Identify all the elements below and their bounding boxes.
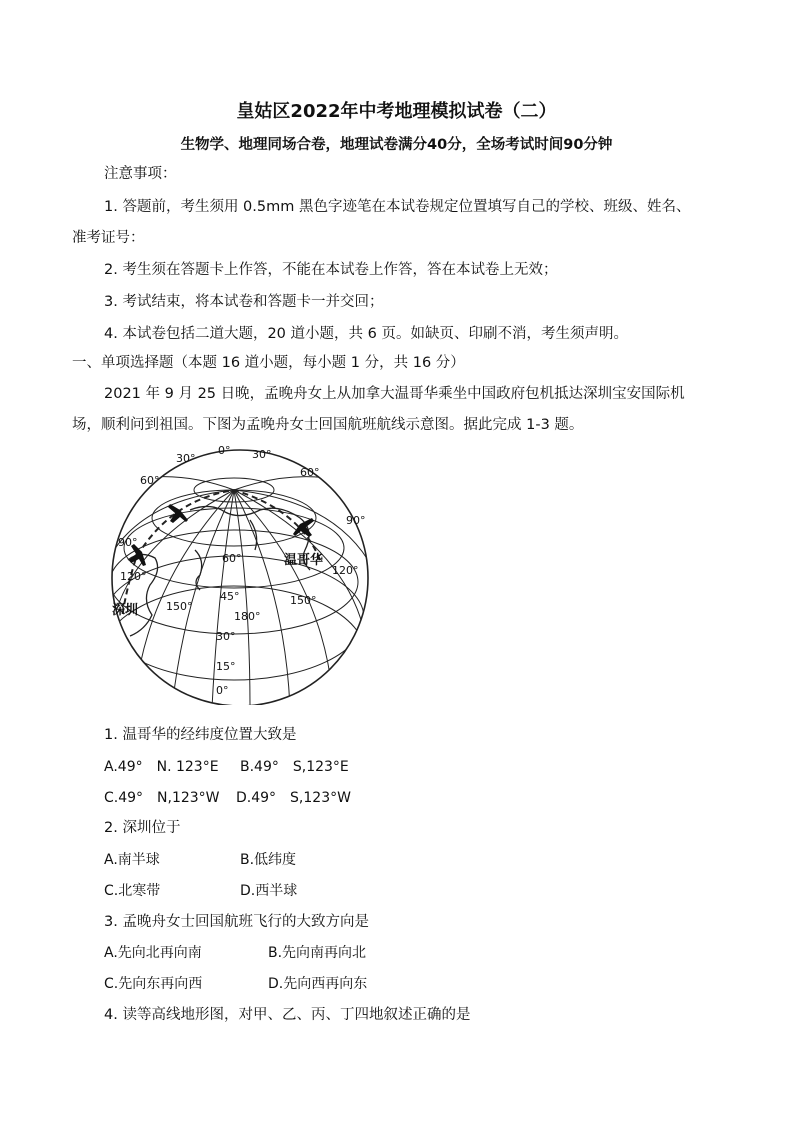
question-1-stem: 1. 温哥华的经纬度位置大致是 — [104, 727, 297, 743]
label-lon-150-west: 150° — [166, 600, 193, 613]
intro-line-2: 场，顺利问到祖国。下图为孟晚舟女士回国航班航线示意图。据此完成 1-3 题。 — [72, 417, 584, 433]
label-lat-45: 45° — [220, 590, 240, 603]
label-lat-15: 15° — [216, 660, 236, 673]
label-60-east: 60° — [300, 466, 320, 479]
question-1-option-a: A.49° N. 123°E — [104, 759, 219, 775]
label-lat-0: 0° — [216, 684, 229, 697]
label-vancouver: 温哥华 — [284, 553, 324, 568]
question-2-option-b: B.低纬度 — [240, 852, 297, 868]
intro-line-1: 2021 年 9 月 25 日晚，孟晚舟女上从加拿大温哥华乘坐中国政府包机抵达深圳宝安国际机 — [104, 386, 685, 402]
airplane-icon — [168, 504, 188, 523]
latitude-ring — [102, 586, 366, 705]
flight-route-globe-map — [100, 440, 380, 705]
coastline — [195, 550, 202, 590]
section-1-heading: 一、单项选择题（本题 16 道小题，每小题 1 分，共 16 分） — [72, 355, 465, 371]
label-lon-150-east: 150° — [290, 594, 317, 607]
question-2-option-a: A.南半球 — [104, 852, 160, 868]
label-shenzhen: 深圳 — [112, 603, 139, 618]
label-30-west: 30° — [176, 452, 196, 465]
notes-heading: 注意事项： — [104, 166, 177, 182]
label-30-east: 30° — [252, 448, 272, 461]
note-2: 2. 考生须在答题卡上作答，不能在本试卷上作答，答在本试卷上无效； — [104, 262, 558, 278]
label-120-west: 120° — [120, 570, 147, 583]
question-2-option-c: C.北寒带 — [104, 883, 161, 899]
note-3: 3. 考试结束，将本试卷和答题卡一并交回； — [104, 294, 384, 310]
question-2-option-d: D.西半球 — [240, 883, 298, 899]
label-90-west: 90° — [118, 536, 138, 549]
question-3-option-d: D.先向西再向东 — [268, 976, 368, 992]
question-1-option-c: C.49° N,123°W — [104, 790, 220, 806]
question-2-stem: 2. 深圳位于 — [104, 820, 181, 836]
question-3-option-a: A.先向北再向南 — [104, 945, 202, 961]
note-4: 4. 本试卷包括二道大题，20 道小题，共 6 页。如缺页、印刷不消，考生须声明。 — [104, 326, 628, 342]
coastline — [128, 554, 158, 636]
question-3-option-c: C.先向东再向西 — [104, 976, 203, 992]
note-1-line-1: 1. 答题前，考生须用 0.5mm 黑色字迹笔在本试卷规定位置填写自己的学校、班级、姓名、 — [104, 199, 691, 215]
question-1-option-d: D.49° S,123°W — [236, 790, 351, 806]
label-120-east: 120° — [332, 564, 359, 577]
label-90-east: 90° — [346, 514, 366, 527]
note-1-line-2: 准考证号： — [72, 230, 145, 246]
label-60-west: 60° — [140, 474, 160, 487]
label-lon-180: 180° — [234, 610, 261, 623]
question-1-option-b: B.49° S,123°E — [240, 759, 349, 775]
question-4-stem: 4. 读等高线地形图，对甲、乙、丙、丁四地叙述正确的是 — [104, 1007, 471, 1023]
exam-subtitle: 生物学、地理同场合卷，地理试卷满分40分，全场考试时间90分钟 — [180, 137, 613, 153]
label-lat-60: 60° — [222, 552, 242, 565]
question-3-stem: 3. 孟晚舟女士回国航班飞行的大致方向是 — [104, 914, 369, 930]
label-0-top: 0° — [218, 444, 231, 457]
question-3-option-b: B.先向南再向北 — [268, 945, 367, 961]
page-title: 皇姑区2022年中考地理模拟试卷（二） — [236, 101, 557, 122]
label-lat-30: 30° — [216, 630, 236, 643]
